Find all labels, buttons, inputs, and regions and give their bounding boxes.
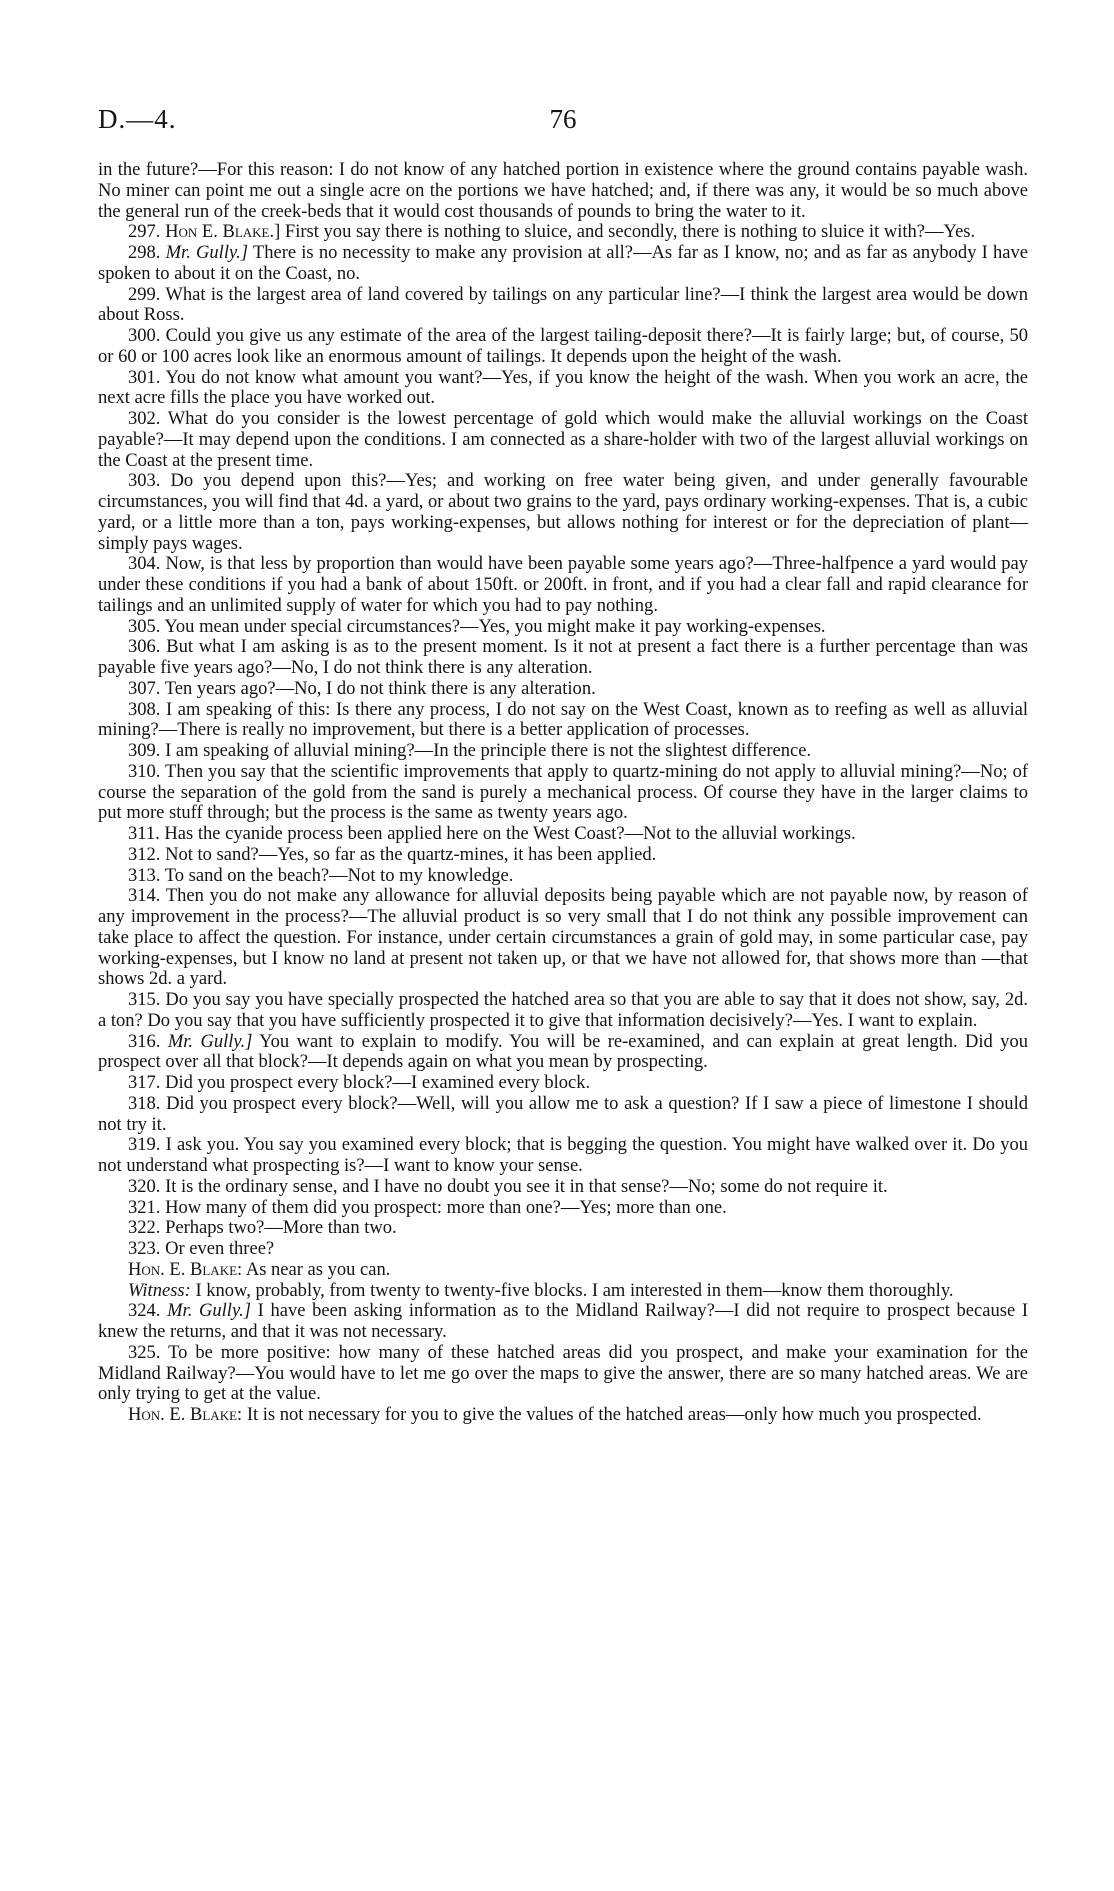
- paragraph-text: Ten years ago?—No, I do not think there is any alteration.: [164, 677, 596, 699]
- paragraph-text: Did you prospect every block?—Well, will you allow me to ask a question? If I saw a piece of limestone I should not try it.: [98, 1092, 1028, 1135]
- paragraph: [98, 326, 1028, 368]
- paragraph-text: Do you depend upon this?—Yes; and working on free water being given, and under generally favourable circumstances, you will find that 4d. a yard, or about two grains to the yard, pays ordinary working-expenses. That is, a cubic yard, or a little more than a ton, pays working-expenses, but allows nothing for interest or for the depreciation of plant—simply pays wages.: [98, 470, 1028, 554]
- paragraph-text: First you say there is nothing to sluice, and secondly, there is nothing to sluice it with?—Yes.: [284, 221, 976, 243]
- question-number: 325.: [128, 1341, 161, 1363]
- paragraph-text: What do you consider is the lowest percentage of gold which would make the alluvial workings on the Coast payable?—It may depend upon the conditions. I am connected as a share-holder with two of the largest alluvial workings on the Coast at the present time.: [98, 408, 1028, 471]
- question-number: 313.: [128, 864, 161, 886]
- paragraph-text: I know, probably, from twenty to twenty-five blocks. I am interested in them—know them thoroughly.: [195, 1279, 954, 1301]
- paragraph: [98, 285, 1028, 327]
- paragraph: [98, 845, 1028, 866]
- question-number: 315.: [128, 989, 161, 1010]
- paragraph-text: Not to sand?—Yes, so far as the quartz-mines, it has been applied.: [165, 843, 657, 865]
- paragraph-text: What is the largest area of land covered by tailings on any particular line?—I think the largest area would be down about Ross.: [98, 283, 1028, 326]
- paragraph: [98, 1218, 1028, 1239]
- paragraph: [98, 700, 1028, 742]
- speaker-label: Witness:: [128, 1279, 191, 1301]
- paragraph-text: Then you do not make any allowance for alluvial deposits being payable which are not payable now, by reason of any improvement in the process?—The alluvial product is so very small that I do not think any possible improvement can take place to affect the question. For instance, under certain circumstances a grain of gold may, in some particular case, pay working-expenses, but I know no land at present not taken up, or that we have not allowed for, that shows more than —that shows 2d. a yard.: [98, 885, 1028, 990]
- paragraph-text: Did you prospect every block?—I examined every block.: [165, 1072, 591, 1093]
- paragraph-text: I am speaking of this: Is there any process, I do not say on the West Coast, known as to reefing as well as alluvial mining?—There is really no improvement, but there is a better application of processes.: [98, 698, 1028, 741]
- paragraph: [98, 1073, 1028, 1094]
- paragraph: [98, 1281, 1028, 1302]
- paragraph-text: in the future?—For this reason: I do not know of any hatched portion in existence where the ground contains payable wash. No miner can point me out a single acre on the portions we have hatched; and, if there was any, it would be so much above the general run of the creek-beds that it would cost thousands of pounds to bring the water to it.: [98, 159, 1028, 222]
- paragraph-text: Could you give us any estimate of the area of the largest tailing-deposit there?—It is fairly large; but, of course, 50 or 60 or 100 acres look like an enormous amount of tailings. It depends upon the height of the wash.: [98, 325, 1028, 367]
- paragraph-text: I have been asking information as to the Midland Railway?—I did not require to prospect because I knew the returns, and that it was not necessary.: [98, 1300, 1029, 1342]
- question-number: 306.: [128, 636, 161, 658]
- paragraph: [98, 409, 1028, 471]
- question-number: 319.: [128, 1134, 161, 1156]
- paragraph-text: Now, is that less by proportion than would have been payable some years ago?—Three-halfpence a yard would pay under these conditions if you had a bank of about 150ft. or 200ft. in front, and if you had a clear fall and rapid clearance for tailings and an unlimited supply of water for which you had to pay nothing.: [98, 553, 1028, 616]
- paragraph-text: Perhaps two?—More than two.: [165, 1217, 397, 1239]
- question-number: 323.: [128, 1238, 161, 1259]
- speaker-label: Mr. Gully.]: [165, 242, 249, 263]
- question-number: 299.: [128, 283, 161, 305]
- paragraph: [98, 1260, 1028, 1281]
- speaker-label: Hon E. Blake.]: [165, 221, 281, 243]
- paragraph-text: Or even three?: [165, 1238, 275, 1259]
- paragraph-text: How many of them did you prospect: more than one?—Yes; more than one.: [165, 1196, 727, 1218]
- paragraph-text: I ask you. You say you examined every block; that is begging the question. You might have walked over it. Do you not understand what prospecting is?—I want to know your sense.: [98, 1134, 1029, 1176]
- question-number: 300.: [128, 325, 161, 346]
- question-number: 308.: [128, 698, 161, 720]
- paragraph: [98, 1239, 1028, 1260]
- paragraph: [98, 243, 1028, 285]
- question-number: 305.: [128, 615, 161, 637]
- paragraph: [98, 1177, 1028, 1198]
- question-number: 320.: [128, 1175, 161, 1197]
- paragraph: [98, 1198, 1028, 1219]
- paragraph: [98, 222, 1028, 243]
- paragraph: [98, 679, 1028, 700]
- question-number: 311.: [128, 823, 160, 844]
- question-number: 301.: [128, 366, 161, 388]
- question-number: 324.: [128, 1300, 161, 1322]
- question-number: 302.: [128, 408, 161, 429]
- paragraph: [98, 741, 1028, 762]
- speaker-label: Hon. E. Blake:: [128, 1258, 243, 1280]
- speaker-label: Mr. Gully.]: [167, 1300, 251, 1322]
- paragraph: [98, 554, 1028, 616]
- question-number: 304.: [128, 553, 161, 575]
- speaker-label: Hon. E. Blake:: [128, 1404, 243, 1425]
- paragraph: [98, 1343, 1028, 1405]
- question-number: 321.: [128, 1196, 161, 1218]
- paragraph-text: To be more positive: how many of these hatched areas did you prospect, and make your examination for the Midland Railway?—You would have to let me go over the maps to give the answer, there are so many hatched areas. We are only trying to get at the value.: [98, 1341, 1028, 1405]
- question-number: 298.: [128, 242, 161, 263]
- paragraph: [98, 1032, 1028, 1074]
- question-number: 314.: [128, 885, 161, 907]
- paragraph: [98, 886, 1028, 990]
- paragraph: [98, 866, 1028, 887]
- paragraph: [98, 637, 1028, 679]
- paragraph-text: Then you say that the scientific improvements that apply to quartz-mining do not apply to alluvial mining?—No; of course the separation of the gold from the sand is purely a mechanical process. Of course they have in the larger claims to put more stuff through; but the process is the same as twenty years ago.: [98, 760, 1028, 824]
- paragraph-text: Has the cyanide process been applied here on the West Coast?—Not to the alluvial workings.: [164, 823, 856, 844]
- paragraph-text: But what I am asking is as to the present moment. Is it not at present a fact there is a further percentage than was payable five years ago?—No, I do not think there is any alteration.: [98, 636, 1028, 678]
- paragraph-text: You want to explain to modify. You will be re-examined, and can explain at great length. Did you prospect over all that block?—It depends again on what you mean by prospecting.: [98, 1030, 1028, 1073]
- paragraph: [98, 824, 1028, 845]
- paragraph: [98, 617, 1028, 638]
- question-number: 309.: [128, 740, 161, 761]
- paragraph: [98, 762, 1028, 824]
- paragraph: [98, 1405, 1028, 1426]
- paragraph-text: It is the ordinary sense, and I have no doubt you see it in that sense?—No; some do not require it.: [165, 1175, 888, 1197]
- question-number: 303.: [128, 470, 161, 492]
- paragraph-text: There is no necessity to make any provision at all?—As far as I know, no; and as far as anybody I have spoken to about it on the Coast, no.: [98, 242, 1028, 284]
- page-header: [98, 96, 1028, 136]
- paragraph: [98, 1301, 1028, 1343]
- paragraph-text: Do you say you have specially prospected the hatched area so that you are able to say that it does not show, say, 2d. a ton? Do you say that you have sufficiently prospected it to give that information decisively?—Yes. I want to explain.: [98, 989, 1029, 1031]
- paragraph-text: I am speaking of alluvial mining?—In the principle there is not the slightest difference.: [165, 740, 812, 761]
- question-number: 310.: [128, 760, 161, 782]
- paragraph: [98, 471, 1028, 554]
- page-number: 76: [549, 104, 577, 134]
- paragraph-text: As near as you can.: [245, 1258, 391, 1280]
- paragraph: [98, 1094, 1028, 1136]
- question-number: 322.: [128, 1217, 161, 1239]
- question-number: 297.: [128, 221, 161, 243]
- question-number: 307.: [128, 677, 161, 699]
- paragraph-text: To sand on the beach?—Not to my knowledge.: [164, 864, 514, 886]
- document-body: [98, 160, 1028, 1426]
- question-number: 312.: [128, 843, 161, 865]
- paragraph-text: You do not know what amount you want?—Yes, if you know the height of the wash. When you work an acre, the next acre fills the place you have worked out.: [98, 366, 1029, 409]
- paragraph: [98, 368, 1028, 410]
- paragraph: [98, 990, 1028, 1032]
- question-number: 317.: [128, 1072, 161, 1093]
- question-number: 316.: [128, 1030, 161, 1052]
- paragraph-text: It is not necessary for you to give the values of the hatched areas—only how much you prospected.: [246, 1404, 982, 1425]
- paragraph-text: You mean under special circumstances?—Yes, you might make it pay working-expenses.: [164, 615, 826, 637]
- document-reference: D.—4.: [98, 104, 177, 134]
- speaker-label: Mr. Gully.]: [167, 1030, 253, 1052]
- question-number: 318.: [128, 1092, 161, 1114]
- paragraph: [98, 1135, 1028, 1177]
- paragraph: [98, 160, 1028, 222]
